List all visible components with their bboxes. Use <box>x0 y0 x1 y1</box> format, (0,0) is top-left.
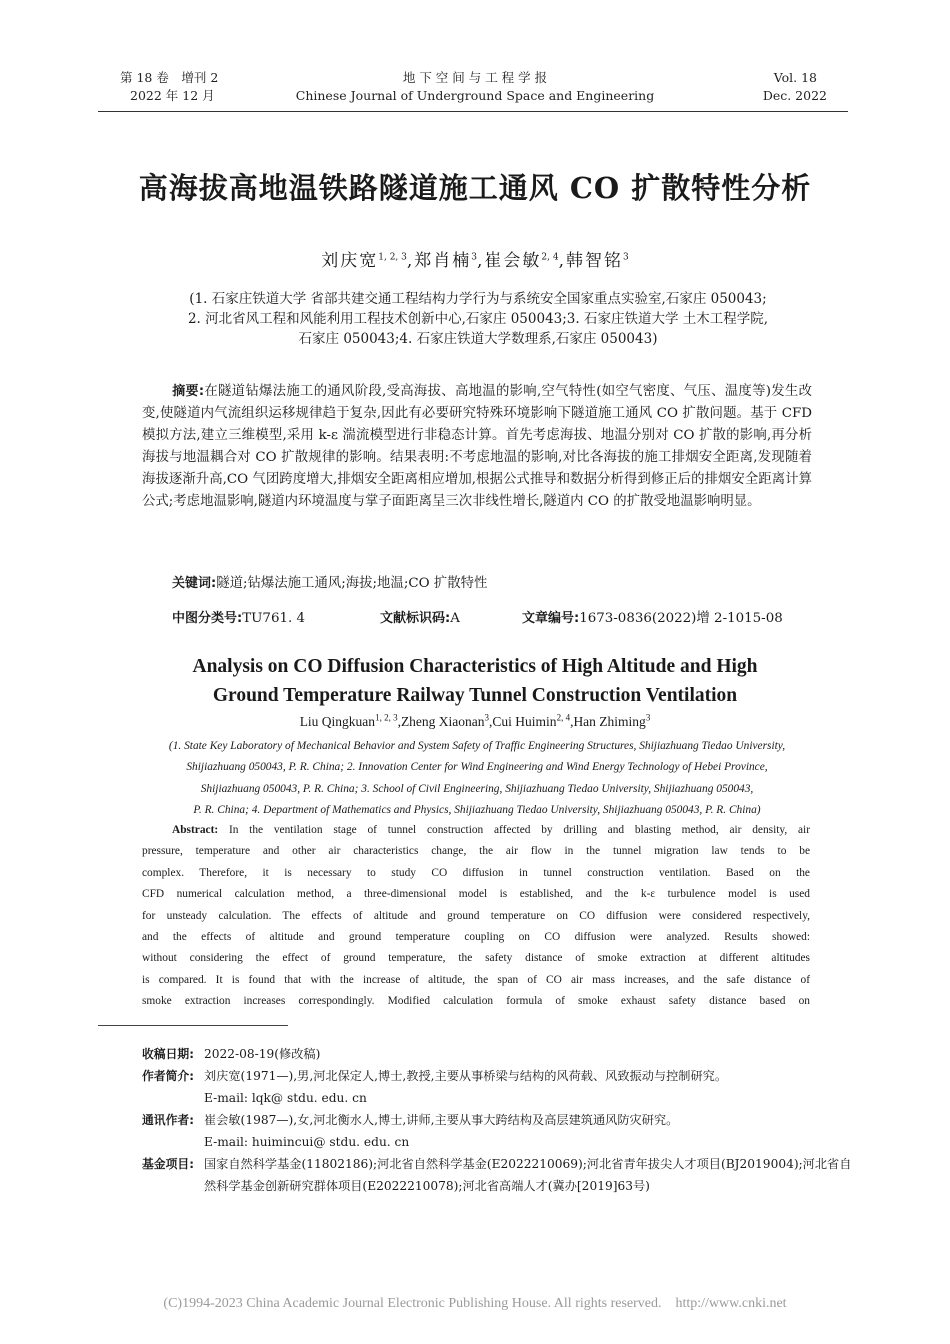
abstract-line: and the effects of altitude and ground temperature coupling on CO diffusion were analyzed. Results showed: <box>142 931 810 944</box>
copyright-notice: (C)1994-2023 China Academic Journal Electronic Publishing House. All rights reserved. http://www.cnki.net <box>163 1296 787 1311</box>
author-en: Han Zhiming$^3$ <box>573 712 651 729</box>
abstract-line: pressure, temperature and other air characteristics change, the air flow in the tunnel migration law tends to be <box>142 845 810 858</box>
affiliations-en <box>96 736 858 821</box>
paper-title-cn: 高海拔高地温铁路隧道施工通风 CO 扩散特性分析 <box>138 171 812 205</box>
title-line: Analysis on CO Diffusion Characteristics of High Altitude and High <box>192 656 758 677</box>
affiliation-line: (1. State Key Laboratory of Mechanical Behavior and System Safety of Traffic Engineering Structures, Shijiazhuang Tiedao University, <box>168 740 786 752</box>
author-email: E-mail: lqk@ stdu. edu. cn <box>204 1091 367 1105</box>
author-en: Liu Qingkuan$^{1, 2, 3}$, <box>299 712 401 729</box>
clc-number: 中图分类号:TU761. 4 <box>172 611 306 626</box>
affiliation-line: Shijiazhuang 050043, P. R. China; 3. School of Civil Engineering, Shijiazhuang Tiedao University, Shijiazhuang 050043, <box>200 782 754 795</box>
keywords-text: 隧道;钻爆法施工通风;海拔;地温;CO 扩散特性 <box>216 576 488 591</box>
author-en: Zheng Xiaonan$^3$, <box>400 712 493 729</box>
author-cn: 刘庆宽$^{1, 2, 3}$, <box>321 251 415 271</box>
keywords-label: 关键词: <box>172 576 217 591</box>
affiliations-cn <box>108 289 848 349</box>
affiliation-line: Shijiazhuang 050043, P. R. China; 2. Innovation Center for Wind Engineering and Wind Energy Technology of Hebei Province, <box>186 761 768 774</box>
author-cn: 韩智铭$^3$ <box>566 251 629 271</box>
corresponding-author: 通讯作者: 崔会敏(1987—),女,河北衡水人,博士,讲师,主要从事大跨结构及高层建筑通风防灾研究。 <box>142 1113 679 1127</box>
corresponding-email: E-mail: huimincui@ stdu. edu. cn <box>204 1135 410 1149</box>
abstract-cn <box>142 381 812 513</box>
date-en: Dec. 2022 <box>762 88 827 103</box>
journal-name-en: Chinese Journal of Underground Space and Engineering <box>295 88 655 103</box>
received-date: 收稿日期: 2022-08-19(修改稿) <box>142 1047 321 1061</box>
footnote-rule <box>98 1025 288 1026</box>
author-en: Cui Huimin$^{2, 4}$, <box>492 712 574 729</box>
affiliation-line: 石家庄 050043;4. 石家庄铁道大学数理系,石家庄 050043) <box>298 331 658 347</box>
header-rule <box>98 111 848 112</box>
journal-name-cn: 地 下 空 间 与 工 程 学 报 <box>402 70 548 85</box>
date-cn: 2022 年 12 月 <box>130 88 215 103</box>
volume-cn: 第 18 卷 增刊 2 <box>120 70 219 85</box>
author-list-en <box>0 712 950 730</box>
affiliation-line: P. R. China; 4. Department of Mathematics and Physics, Shijiazhuang Tiedao University, Shijiazhuang 050043, P. R. China) <box>193 803 761 816</box>
abstract-text-cn: 在隧道钻爆法施工的通风阶段,受高海拔、高地温的影响,空气特性(如空气密度、气压、温度等)发生改变,使隧道内气流组织运移规律趋于复杂,因此有必要研究特殊环境影响下隧道施工通风 CO 扩散问题。基于 CFD 模拟方法,建立三维模型,采用 k-ε 湍流模型进行非稳态计算。首先考虑海拔、地温分别对 CO 扩散的影响,再分析海拔与地温耦合对 CO 扩散规律的影响。结果表明:不考虑地温的影响,对比各海拔的施工排烟安全距离,发现随着海拔逐渐升高,CO 气团跨度增大,排烟安全距离相应增加,根据公式推导和数据分析得到修正后的排烟安全距离计算公式;考虑地温影响,隧道内环境温度与掌子面距离呈三次非线性增长,隧道内 CO 的扩散受地温影响明显。 <box>142 384 812 509</box>
footnotes <box>142 1043 852 1197</box>
article-number: 文章编号:1673-0836(2022)增 2-1015-08 <box>522 611 783 626</box>
affiliation-line: 2. 河北省风工程和风能利用工程技术创新中心,石家庄 050043;3. 石家庄铁道大学 土木工程学院, <box>187 311 769 327</box>
author-cn: 崔会敏$^{2, 4}$, <box>484 251 567 271</box>
abstract-line: complex. Therefore, it is necessary to study CO diffusion in tunnel construction ventilation. Based on the <box>142 866 810 879</box>
abstract-en <box>142 820 810 1013</box>
abstract-line: is compared. It is found that with the increase of altitude, the span of CO air mass increases, and the safe distance of <box>142 973 810 986</box>
paper-title-en <box>0 652 950 710</box>
title-line: Ground Temperature Railway Tunnel Construction Ventilation <box>212 685 738 706</box>
author-list-cn <box>0 246 950 271</box>
abstract-line: for unsteady calculation. The effects of altitude and ground temperature on CO diffusion were considered respectively, <box>142 909 810 922</box>
author-cn: 郑肖楠$^3$, <box>414 251 485 271</box>
document-code: 文献标识码:A <box>380 611 460 626</box>
affiliation-line: (1. 石家庄铁道大学 省部共建交通工程结构力学行为与系统安全国家重点实验室,石家庄 050043; <box>189 291 767 307</box>
abstract-line: CFD numerical calculation method, a three-dimensional model is established, and the k-ε turbulence model is used <box>142 888 810 901</box>
abstract-label-cn: 摘要: <box>172 384 205 399</box>
volume-en: Vol. 18 <box>773 70 817 85</box>
abstract-line: Abstract: In the ventilation stage of tunnel construction affected by drilling and blasting method, air density, air <box>172 824 810 836</box>
abstract-label-en: Abstract: <box>172 824 219 836</box>
abstract-line: smoke extraction increases correspondingly. Modified calculation formula of smoke exhaust safety distance based on <box>142 995 810 1008</box>
running-header-right <box>763 69 827 105</box>
keywords-cn <box>172 572 487 591</box>
author-bio: 作者简介: 刘庆宽(1971—),男,河北保定人,博士,教授,主要从事桥梁与结构的风荷载、风致振动与控制研究。 <box>142 1069 728 1083</box>
funding: 基金项目: 国家自然科学基金(11802186);河北省自然科学基金(E2022210069);河北省青年拔尖人才项目(BJ2019004);河北省自然科学基金创新研究群体项目(E2022210078);河北省高端人才(冀办[2019]63号) <box>142 1157 852 1193</box>
abstract-line: without considering the effect of ground temperature, the safety distance of smoke extraction at different altitudes <box>142 952 810 965</box>
